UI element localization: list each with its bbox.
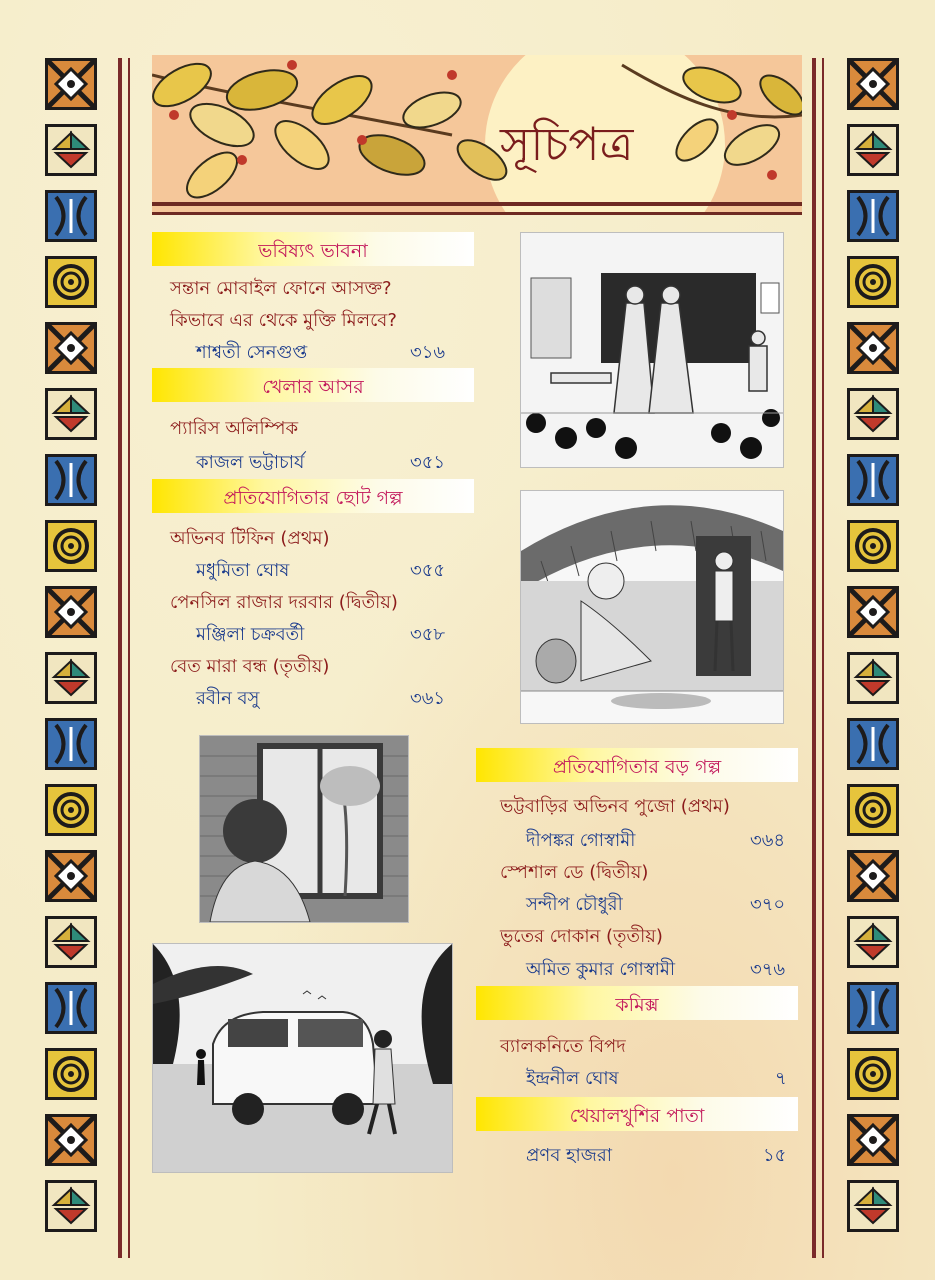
article-title-line2: কিভাবে এর থেকে মুক্তি মিলবে? (170, 310, 397, 331)
border-pattern-tile (45, 322, 97, 374)
story-title: ভুতের দোকান (তৃতীয়) (500, 926, 663, 947)
page-number: ৩১৬ (410, 342, 446, 363)
border-pattern-tile (847, 586, 899, 638)
leaf-branch-illustration (152, 55, 802, 215)
article-author: কাজল ভট্টাচার্য (196, 452, 305, 473)
border-pattern-tile (45, 454, 97, 506)
right-border-stripe (812, 58, 816, 1258)
section-heading-comics: কমিক্স (476, 986, 798, 1020)
border-pattern-tile (45, 718, 97, 770)
section-heading-kheyal-khushi: খেয়ালখুশির পাতা (476, 1097, 798, 1131)
border-pattern-tile (45, 520, 97, 572)
page-number: ৩৭৬ (750, 959, 786, 980)
right-pattern-border (847, 58, 905, 1246)
border-pattern-tile (847, 784, 899, 836)
border-pattern-tile (847, 1114, 899, 1166)
window-drawing (200, 736, 408, 922)
left-border-stripe-thin (128, 58, 130, 1258)
border-pattern-tile (847, 124, 899, 176)
page-number: ১৫ (763, 1145, 787, 1166)
hut-drawing (521, 491, 783, 723)
border-pattern-tile (847, 1048, 899, 1100)
hut-old-man-illustration (520, 490, 784, 724)
border-pattern-tile (847, 388, 899, 440)
border-pattern-tile (45, 58, 97, 110)
story-author: অমিত কুমার গোস্বামী (526, 959, 676, 980)
article-title: ব্যালকনিতে বিপদ (500, 1036, 626, 1057)
story-title: স্পেশাল ডে (দ্বিতীয়) (500, 862, 649, 883)
story-author: সন্দীপ চৌধুরী (526, 894, 623, 915)
header-divider (152, 202, 802, 206)
left-border-stripe (118, 58, 122, 1258)
article-author: প্রণব হাজরা (526, 1145, 612, 1166)
right-border-stripe-thin (822, 58, 824, 1258)
border-pattern-tile (45, 256, 97, 308)
story-title: ভট্টবাড়ির অভিনব পুজো (প্রথম) (500, 796, 730, 817)
page-number: ৩৬১ (410, 688, 446, 709)
boy-at-window-illustration (199, 735, 409, 923)
border-pattern-tile (847, 190, 899, 242)
story-title: অভিনব টিফিন (প্রথম) (170, 528, 330, 549)
border-pattern-tile (847, 454, 899, 506)
border-pattern-tile (45, 586, 97, 638)
story-title: পেনসিল রাজার দরবার (দ্বিতীয়) (170, 592, 398, 613)
page-number: ৩৬৪ (750, 830, 786, 851)
van-drawing (153, 944, 452, 1172)
border-pattern-tile (847, 1180, 899, 1232)
border-pattern-tile (45, 916, 97, 968)
border-pattern-tile (45, 982, 97, 1034)
border-pattern-tile (45, 1114, 97, 1166)
border-pattern-tile (847, 322, 899, 374)
border-pattern-tile (847, 58, 899, 110)
story-title: বেত মারা বন্ধ (তৃতীয়) (170, 656, 330, 677)
story-author: মঞ্জিলা চক্রবর্তী (196, 624, 305, 645)
section-heading-bhabishyat: ভবিষ্যৎ ভাবনা (152, 232, 474, 266)
border-pattern-tile (847, 982, 899, 1034)
border-pattern-tile (45, 388, 97, 440)
section-heading-boro-golpo: প্রতিযোগিতার বড় গল্প (476, 748, 798, 782)
border-pattern-tile (45, 124, 97, 176)
story-author: রবীন বসু (196, 688, 260, 709)
border-pattern-tile (847, 916, 899, 968)
page-number: ৩৫১ (410, 452, 446, 473)
border-pattern-tile (45, 1180, 97, 1232)
border-pattern-tile (847, 520, 899, 572)
border-pattern-tile (45, 784, 97, 836)
article-author: ইন্দ্রনীল ঘোষ (526, 1068, 619, 1089)
article-author: শাশ্বতী সেনগুপ্ত (196, 342, 308, 363)
section-heading-choto-golpo: প্রতিযোগিতার ছোট গল্প (152, 479, 474, 513)
story-author: মধুমিতা ঘোষ (196, 560, 290, 581)
border-pattern-tile (45, 190, 97, 242)
article-title: প্যারিস অলিম্পিক (170, 418, 299, 439)
header-banner (152, 55, 802, 215)
header-divider-thin (152, 212, 802, 215)
section-heading-khelar-asar: খেলার আসর (152, 368, 474, 402)
classroom-illustration (520, 232, 784, 468)
classroom-drawing (521, 233, 783, 467)
van-illustration (152, 943, 453, 1173)
border-pattern-tile (847, 718, 899, 770)
story-author: দীপঙ্কর গোস্বামী (526, 830, 636, 851)
border-pattern-tile (45, 652, 97, 704)
border-pattern-tile (847, 850, 899, 902)
page-number: ৩৫৮ (410, 624, 446, 645)
page-number: ৭ (775, 1068, 787, 1089)
article-title: সন্তান মোবাইল ফোনে আসক্ত? (170, 278, 392, 299)
page-number: ৩৭০ (750, 894, 786, 915)
left-pattern-border (45, 58, 103, 1246)
border-pattern-tile (847, 256, 899, 308)
border-pattern-tile (847, 652, 899, 704)
page-number: ৩৫৫ (410, 560, 446, 581)
border-pattern-tile (45, 850, 97, 902)
border-pattern-tile (45, 1048, 97, 1100)
page-title: সূচিপত্র (500, 117, 634, 171)
